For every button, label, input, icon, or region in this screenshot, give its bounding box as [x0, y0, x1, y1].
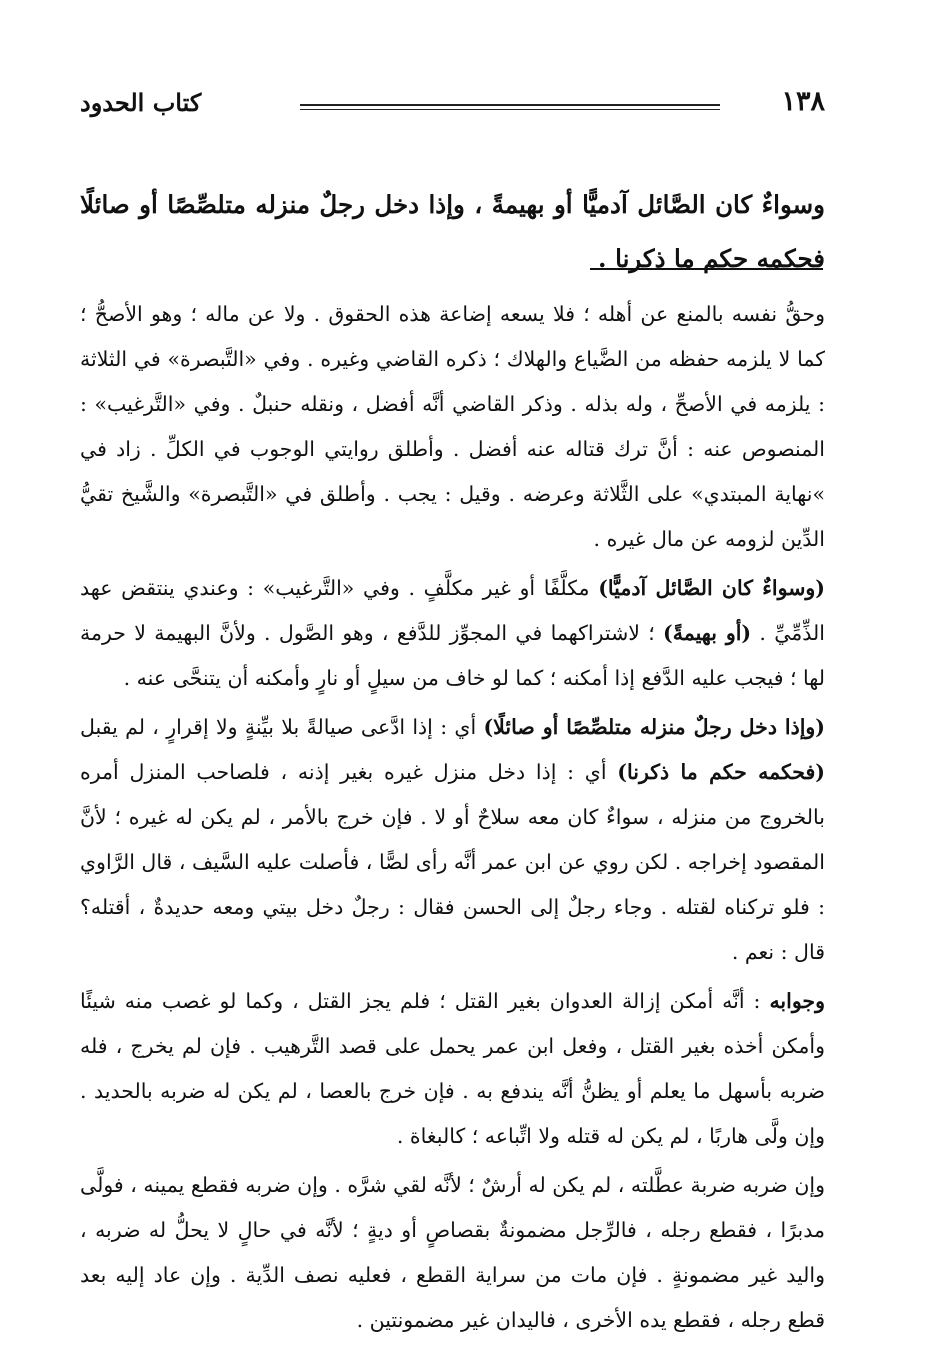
matn-quote: (فحكمه حكم ما ذكرنا)	[617, 760, 825, 784]
paragraph-text: : أنَّه أمكن إزالة العدوان بغير القتل ؛ فلم يجز القتل ، وكما لو غصب منه شيئًا وأمكن أخذه بغير القتل ، وفعل ابن عمر يحمل على قصد التَّرهيب . فإن لم يخرج ، فله ضربه بأسهل ما يعلم أو يظنُّ أنَّه يندفع به . فإن خرج بالعصا ، لم يكن له ضربه بالحديد . وإن ولَّى هاربًا ، لم يكن له قتله ولا اتِّباعه ؛ كالبغاة .	[80, 989, 825, 1148]
paragraph-text: ؛ لاشتراكهما في المجوِّز للدَّفع ، وهو الصَّول . ولأنَّ البهيمة لا حرمة لها ؛ فيجب عليه الدَّفع إذا أمكنه ؛ كما لو خاف من سيلٍ أو نارٍ وأمكنه أن يتنحَّى عنه .	[80, 621, 825, 690]
matn-quote: (وسواءٌ كان الصَّائل آدميًّا)	[598, 576, 825, 600]
page-header	[80, 86, 825, 126]
matn-text: وسواءٌ كان الصَّائل آدميًّا أو بهيمةً ، وإذا دخل رجلٌ منزله متلصِّصًا أو صائلًا فحكمه حكم ما ذكرنا .	[80, 190, 825, 273]
matn-quote: (وإذا دخل رجلٌ منزله متلصِّصًا أو صائلًا)	[483, 715, 826, 739]
commentary-body	[80, 292, 825, 1343]
book-title: كتاب الحدود	[80, 88, 202, 117]
paragraph-text: أي : إذا دخل منزل غيره بغير إذنه ، فلصاحب المنزل أمره بالخروج من منزله ، سواءٌ كان معه سلاحٌ أو لا . فإن خرج بالأمر ، لم يكن له غيره ؛ لأنَّ المقصود إخراجه . لكن روي عن ابن عمر أنَّه رأى لصًّا ، فأصلت عليه السَّيف ، قال الرَّاوي : فلو تركناه لقتله . وجاء رجلٌ إلى الحسن فقال : رجلٌ دخل بيتي ومعه حديدةٌ ، أقتله؟ قال : نعم .	[80, 760, 825, 964]
paragraph-text: أي : إذا ادَّعى صيالةً بلا بيِّنةٍ ولا إقرارٍ ، لم يقبل	[80, 715, 484, 739]
commentary-paragraph-2	[80, 566, 825, 701]
paragraph-lead-word: وجوابه	[769, 989, 825, 1013]
paragraph-text: مكلَّفًا أو غير مكلَّفٍ . وفي «التَّرغيب» : وعندي ينتقض عهد الذِّمِّيِّ .	[80, 576, 825, 645]
matn-separator	[590, 268, 823, 270]
matn-quote: (أو بهيمةً)	[663, 621, 752, 645]
commentary-paragraph-1: وحقُّ نفسه بالمنع عن أهله ؛ فلا يسعه إضاعة هذه الحقوق . ولا عن ماله ؛ وهو الأصحُّ ؛ كما لا يلزمه حفظه من الضَّياع والهلاك ؛ ذكره القاضي وغيره . وفي «التَّبصرة» في الثلاثة : يلزمه في الأصحِّ ، وله بذله . وذكر القاضي أنَّه أفضل ، ونقله حنبلٌ . وفي «التَّرغيب» : المنصوص عنه : أنَّ ترك قتاله عنه أفضل . وأطلق روايتي الوجوب في الكلِّ . زاد في »نهاية المبتدي» على الثَّلاثة وعرضه . وقيل : يجب . وأطلق في «التَّبصرة» والشَّيخ تقيُّ الدِّين لزومه عن مال غيره .	[80, 302, 825, 551]
commentary-paragraph-4	[80, 979, 825, 1159]
commentary-paragraph-5: وإن ضربه ضربة عطَّلته ، لم يكن له أرشٌ ؛ لأنَّه لقي شرَّه . وإن ضربه فقطع يمينه ، فولَّى مدبرًا ، فقطع رجله ، فالرِّجل مضمونةٌ بقصاصٍ أو ديةٍ ؛ لأنَّه في حالٍ لا يحلُّ له ضربه ، واليد غير مضمونةٍ . فإن مات من سراية القطع ، فعليه نصف الدِّية . وإن عاد إليه بعد قطع رجله ، فقطع يده الأخرى ، فاليدان غير مضمونتين .	[80, 1173, 825, 1332]
page-number: ١٣٨	[781, 86, 825, 117]
commentary-paragraph-3	[80, 705, 825, 975]
header-rule	[300, 104, 720, 110]
